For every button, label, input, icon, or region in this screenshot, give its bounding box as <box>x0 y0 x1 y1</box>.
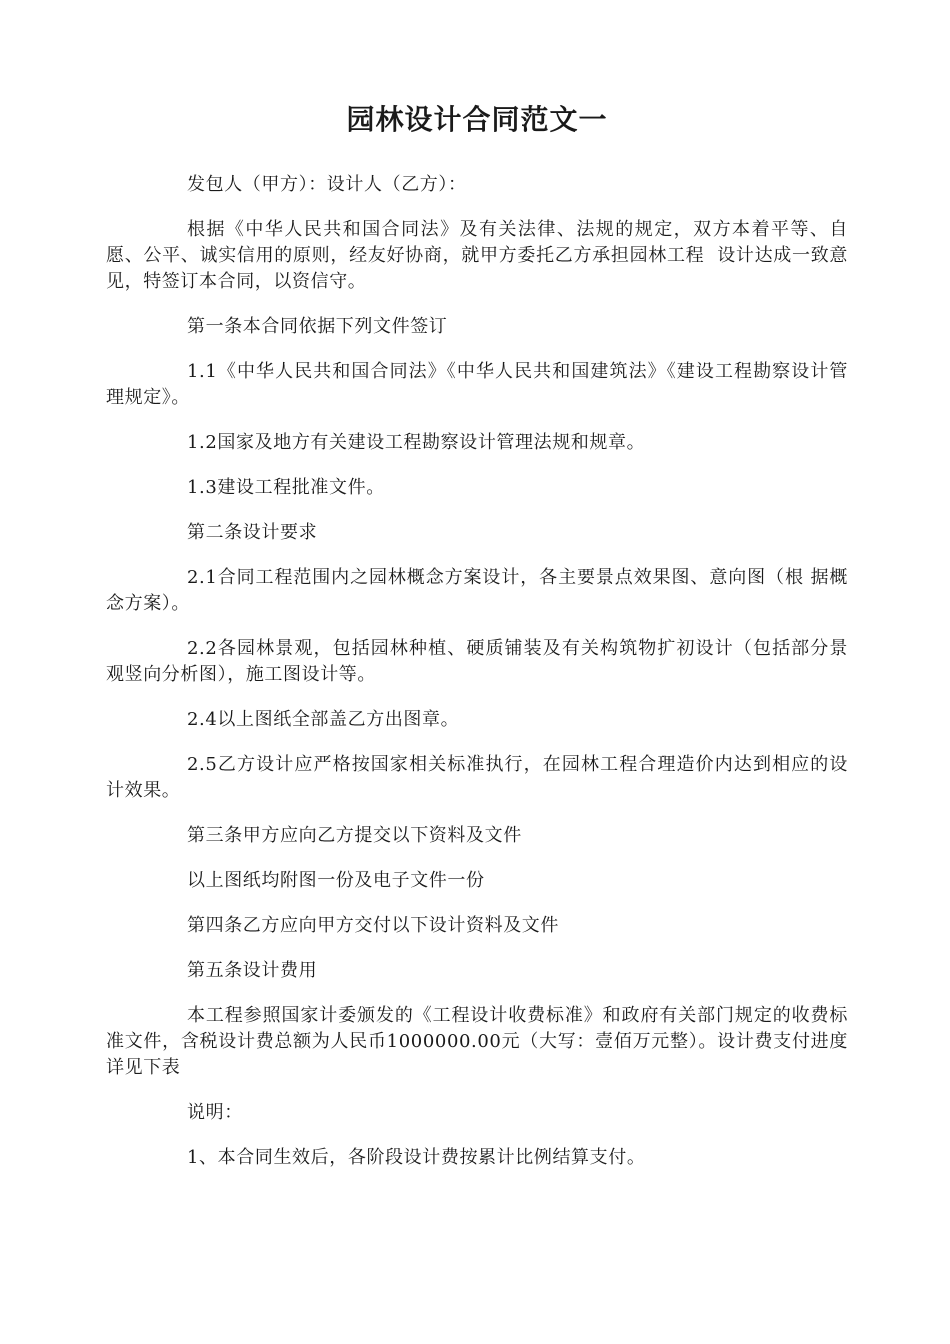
paragraph-clause-1-2: 1.2国家及地方有关建设工程勘察设计管理法规和规章。 <box>187 432 646 453</box>
paragraph-fee-details: 本工程参照国家计委颁发的《工程设计收费标准》和政府有关部门规定的收费标准文件，含税设计费总额为人民币1000000.00元（大写：壹佰万元整）。设计费支付进度详见下表 <box>106 1005 848 1078</box>
paragraph-clause-2-1: 2.1合同工程范围内之园林概念方案设计，各主要景点效果图、意向图（根 据概念方案）。 <box>106 567 848 614</box>
paragraph-preamble: 根据《中华人民共和国合同法》及有关法律、法规的规定，双方本着平等、自愿、公平、诚实信用的原则，经友好协商，就甲方委托乙方承担园林工程 设计达成一致意见，特签订本合同，以资信守。 <box>106 219 848 292</box>
document-title: 园林设计合同范文一 <box>346 103 608 136</box>
paragraph-article-3-note: 以上图纸均附图一份及电子文件一份 <box>187 870 485 891</box>
paragraph-article-4-heading: 第四条乙方应向甲方交付以下设计资料及文件 <box>187 915 559 936</box>
paragraph-clause-1-1: 1.1《中华人民共和国合同法》《中华人民共和国建筑法》《建设工程勘察设计管理规定》。 <box>106 361 848 408</box>
paragraph-note-1: 1、本合同生效后，各阶段设计费按累计比例结算支付。 <box>187 1147 646 1168</box>
paragraph-article-2-heading: 第二条设计要求 <box>187 522 318 543</box>
paragraph-article-5-heading: 第五条设计费用 <box>187 960 318 981</box>
paragraph-clause-1-3: 1.3建设工程批准文件。 <box>187 477 385 498</box>
paragraph-article-1-heading: 第一条本合同依据下列文件签订 <box>187 316 448 337</box>
paragraph-article-3-heading: 第三条甲方应向乙方提交以下资料及文件 <box>187 825 522 846</box>
paragraph-notes-heading: 说明： <box>187 1102 243 1123</box>
paragraph-clause-2-5: 2.5乙方设计应严格按国家相关标准执行，在园林工程合理造价内达到相应的设计效果。 <box>106 754 848 801</box>
paragraph-parties: 发包人（甲方）：设计人（乙方）： <box>187 174 467 195</box>
paragraph-clause-2-4: 2.4以上图纸全部盖乙方出图章。 <box>187 709 460 730</box>
document-page <box>106 0 848 1171</box>
paragraph-clause-2-2: 2.2各园林景观，包括园林种植、硬质铺装及有关构筑物扩初设计（包括部分景观竖向分析图），施工图设计等。 <box>106 638 848 685</box>
